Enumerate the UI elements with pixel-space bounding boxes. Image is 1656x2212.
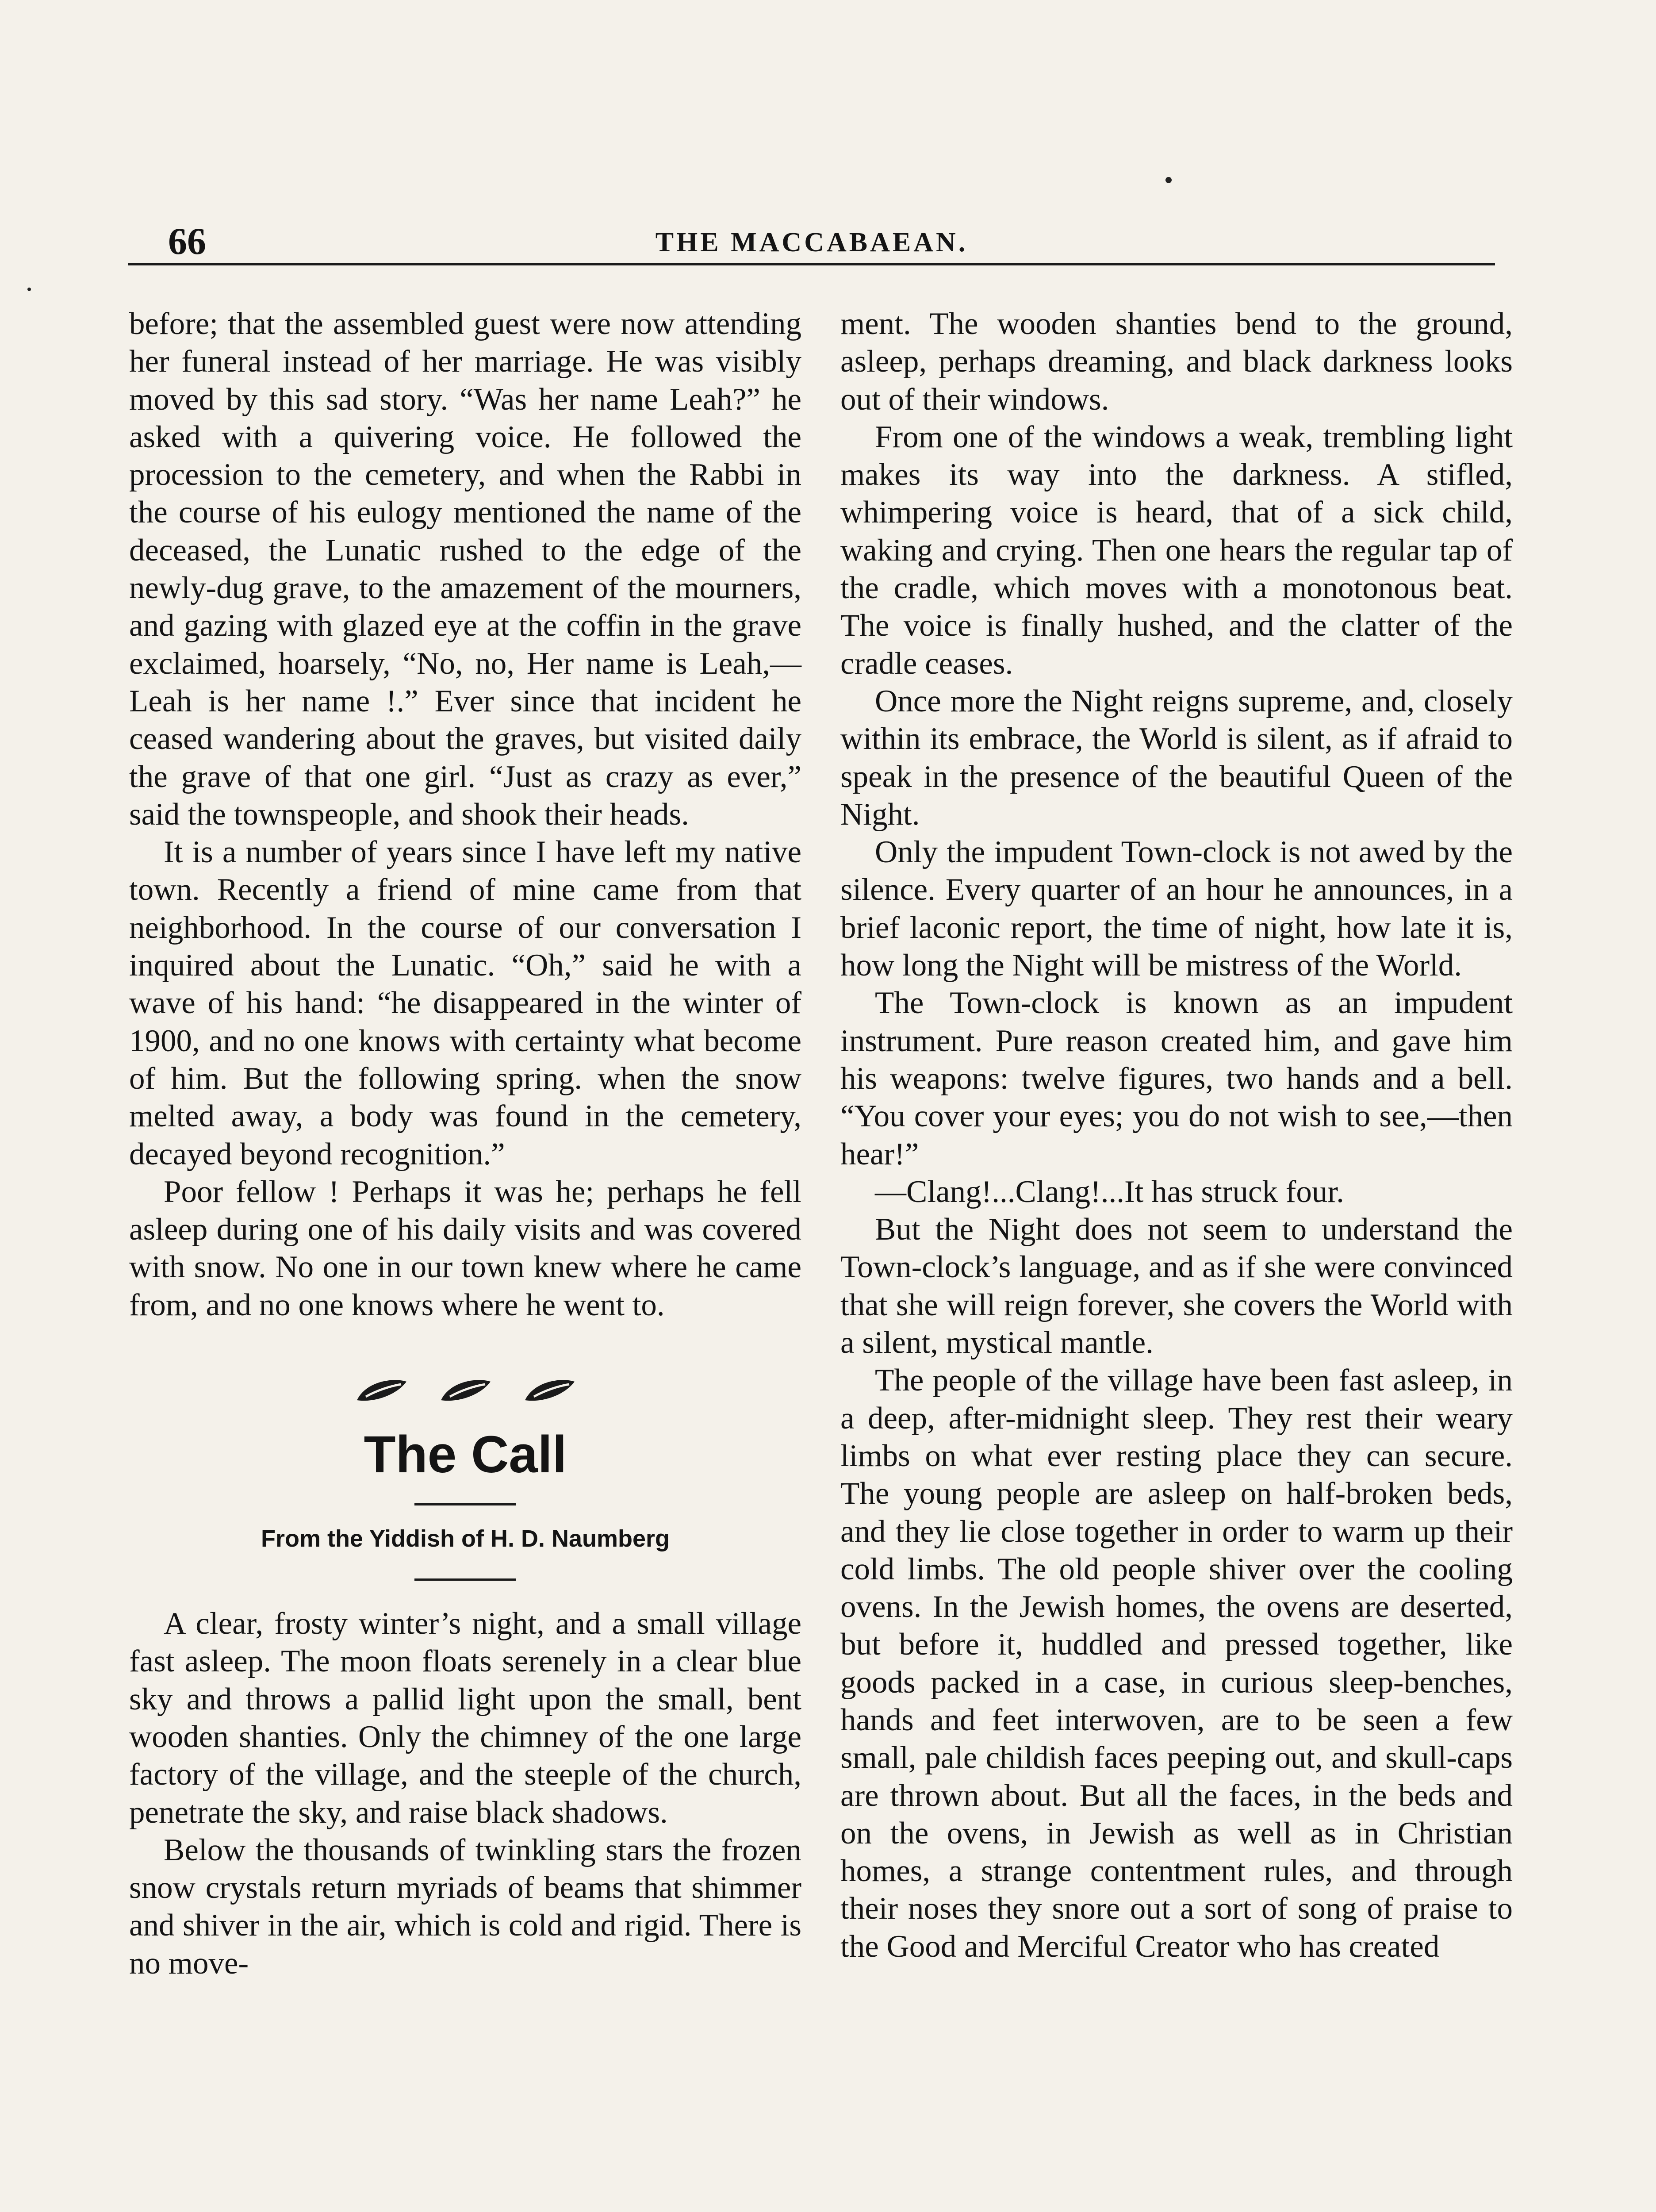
paragraph: Poor fellow ! Perhaps it was he; perhaps he fell asleep during one of his daily visits and was covered with snow. No one in our town knew where he came from, and no one knows where he went to. xyxy=(129,1174,801,1322)
header-rule xyxy=(128,263,1495,265)
paragraph: Once more the Night reigns supreme, and, closely within its embrace, the World is silent, as if afraid to speak in the presence of the beautiful Queen of the Night. xyxy=(840,684,1513,832)
left-column xyxy=(129,305,801,1982)
leaf-ornament-icon xyxy=(521,1377,578,1404)
paragraph: The people of the village have been fast asleep, in a deep, after-midnight sleep. They rest their weary limbs on what ever resting place they can secure. The young people are asleep on half-broken beds, and they lie close together in order to warm up their cold limbs. The old people shiver over the cooling ovens. In the Jewish homes, the ovens are deserted, but before it, huddled and pressed together, like goods packed in a case, in curious sleep-benches, hands and feet interwoven, are to be seen a few small, pale childish faces peeping out, and skull-caps are thrown about. But all the faces, in the beds and on the ovens, in Jewish as well as in Christian homes, a strange contentment rules, and through their noses they snore out a sort of song of praise to the Good and Merciful Creator who has created xyxy=(840,1363,1513,1964)
paragraph: The Town-clock is known as an impudent instrument. Pure reason created him, and gave him his weapons: twelve figures, two hands and a bell. “You cover your eyes; you do not wish to see,—then hear!” xyxy=(840,986,1513,1171)
scan-speck xyxy=(1165,177,1172,183)
paragraph: —Clang!...Clang!...It has struck four. xyxy=(875,1174,1344,1209)
leaf-ornament-icon xyxy=(437,1377,494,1404)
running-head: THE MACCABAEAN. xyxy=(655,227,968,257)
paragraph: Only the impudent Town-clock is not awed by the silence. Every quarter of an hour he announces, in a brief laconic report, the time of night, how late it is, how long the Night will be mistress of the World. xyxy=(840,835,1513,983)
paragraph: From one of the windows a weak, trembling light makes its way into the darkness. A stifled, whimpering voice is heard, that of a sick child, waking and crying. Then one hears the regular tap of the cradle, which moves with a monotonous beat. The voice is finally hushed, and the clatter of the cradle ceases. xyxy=(840,419,1513,681)
scan-speck xyxy=(27,288,31,291)
paragraph: Below the thousands of twinkling stars the frozen snow crystals return myriads of beams that shimmer and shiver in the air, which is cold and rigid. There is no move- xyxy=(129,1832,801,1981)
title-rule xyxy=(414,1503,516,1505)
paragraph: before; that the assembled guest were now attending her funeral instead of her marriage. He was visibly moved by this sad story. “Was her name Leah?” he asked with a quivering voice. He followed the procession to the cemetery, and when the Rabbi in the course of his eulogy mentioned the name of the deceased, the Lunatic rushed to the edge of the newly-dug grave, to the amazement of the mourners, and gazing with glazed eye at the coffin in the grave exclaimed, hoarsely, “No, no, Her name is Leah,— Leah is her name !.” Ever since that incident he ceased wandering about the graves, but visited daily the grave of that one girl. “Just as crazy as ever,” said the townspeople, and shook their heads. xyxy=(129,307,801,832)
paragraph: ment. The wooden shanties bend to the ground, asleep, perhaps dreaming, and black darkness looks out of their windows. xyxy=(840,307,1513,417)
page-number: 66 xyxy=(168,220,206,262)
paragraph: A clear, frosty winter’s night, and a small village fast asleep. The moon floats serenely in a clear blue sky and throws a pallid light upon the small, bent wooden shanties. Only the chimney of the one large factory of the village, and the steeple of the church, penetrate the sky, and raise black shadows. xyxy=(129,1606,801,1830)
paragraph: It is a number of years since I have left my native town. Recently a friend of mine came from that neighborhood. In the course of our conversation I inquired about the Lunatic. “Oh,” said he with a wave of his hand: “he disappeared in the winter of 1900, and no one knows with certainty what become of him. But the following spring. when the snow melted away, a body was found in the cemetery, decayed beyond recognition.” xyxy=(129,835,801,1171)
section-subtitle: From the Yiddish of H. D. Naumberg xyxy=(261,1525,670,1552)
subtitle-rule xyxy=(414,1578,516,1581)
right-column xyxy=(840,305,1513,1966)
section-ornaments xyxy=(129,1377,801,1413)
section-title: The Call xyxy=(364,1425,567,1484)
page-header xyxy=(128,219,1495,268)
paragraph: But the Night does not seem to understand the Town-clock’s language, and as if she were convinced that she will reign forever, she covers the World with a silent, mystical mantle. xyxy=(840,1212,1513,1360)
leaf-ornament-icon xyxy=(353,1377,410,1404)
